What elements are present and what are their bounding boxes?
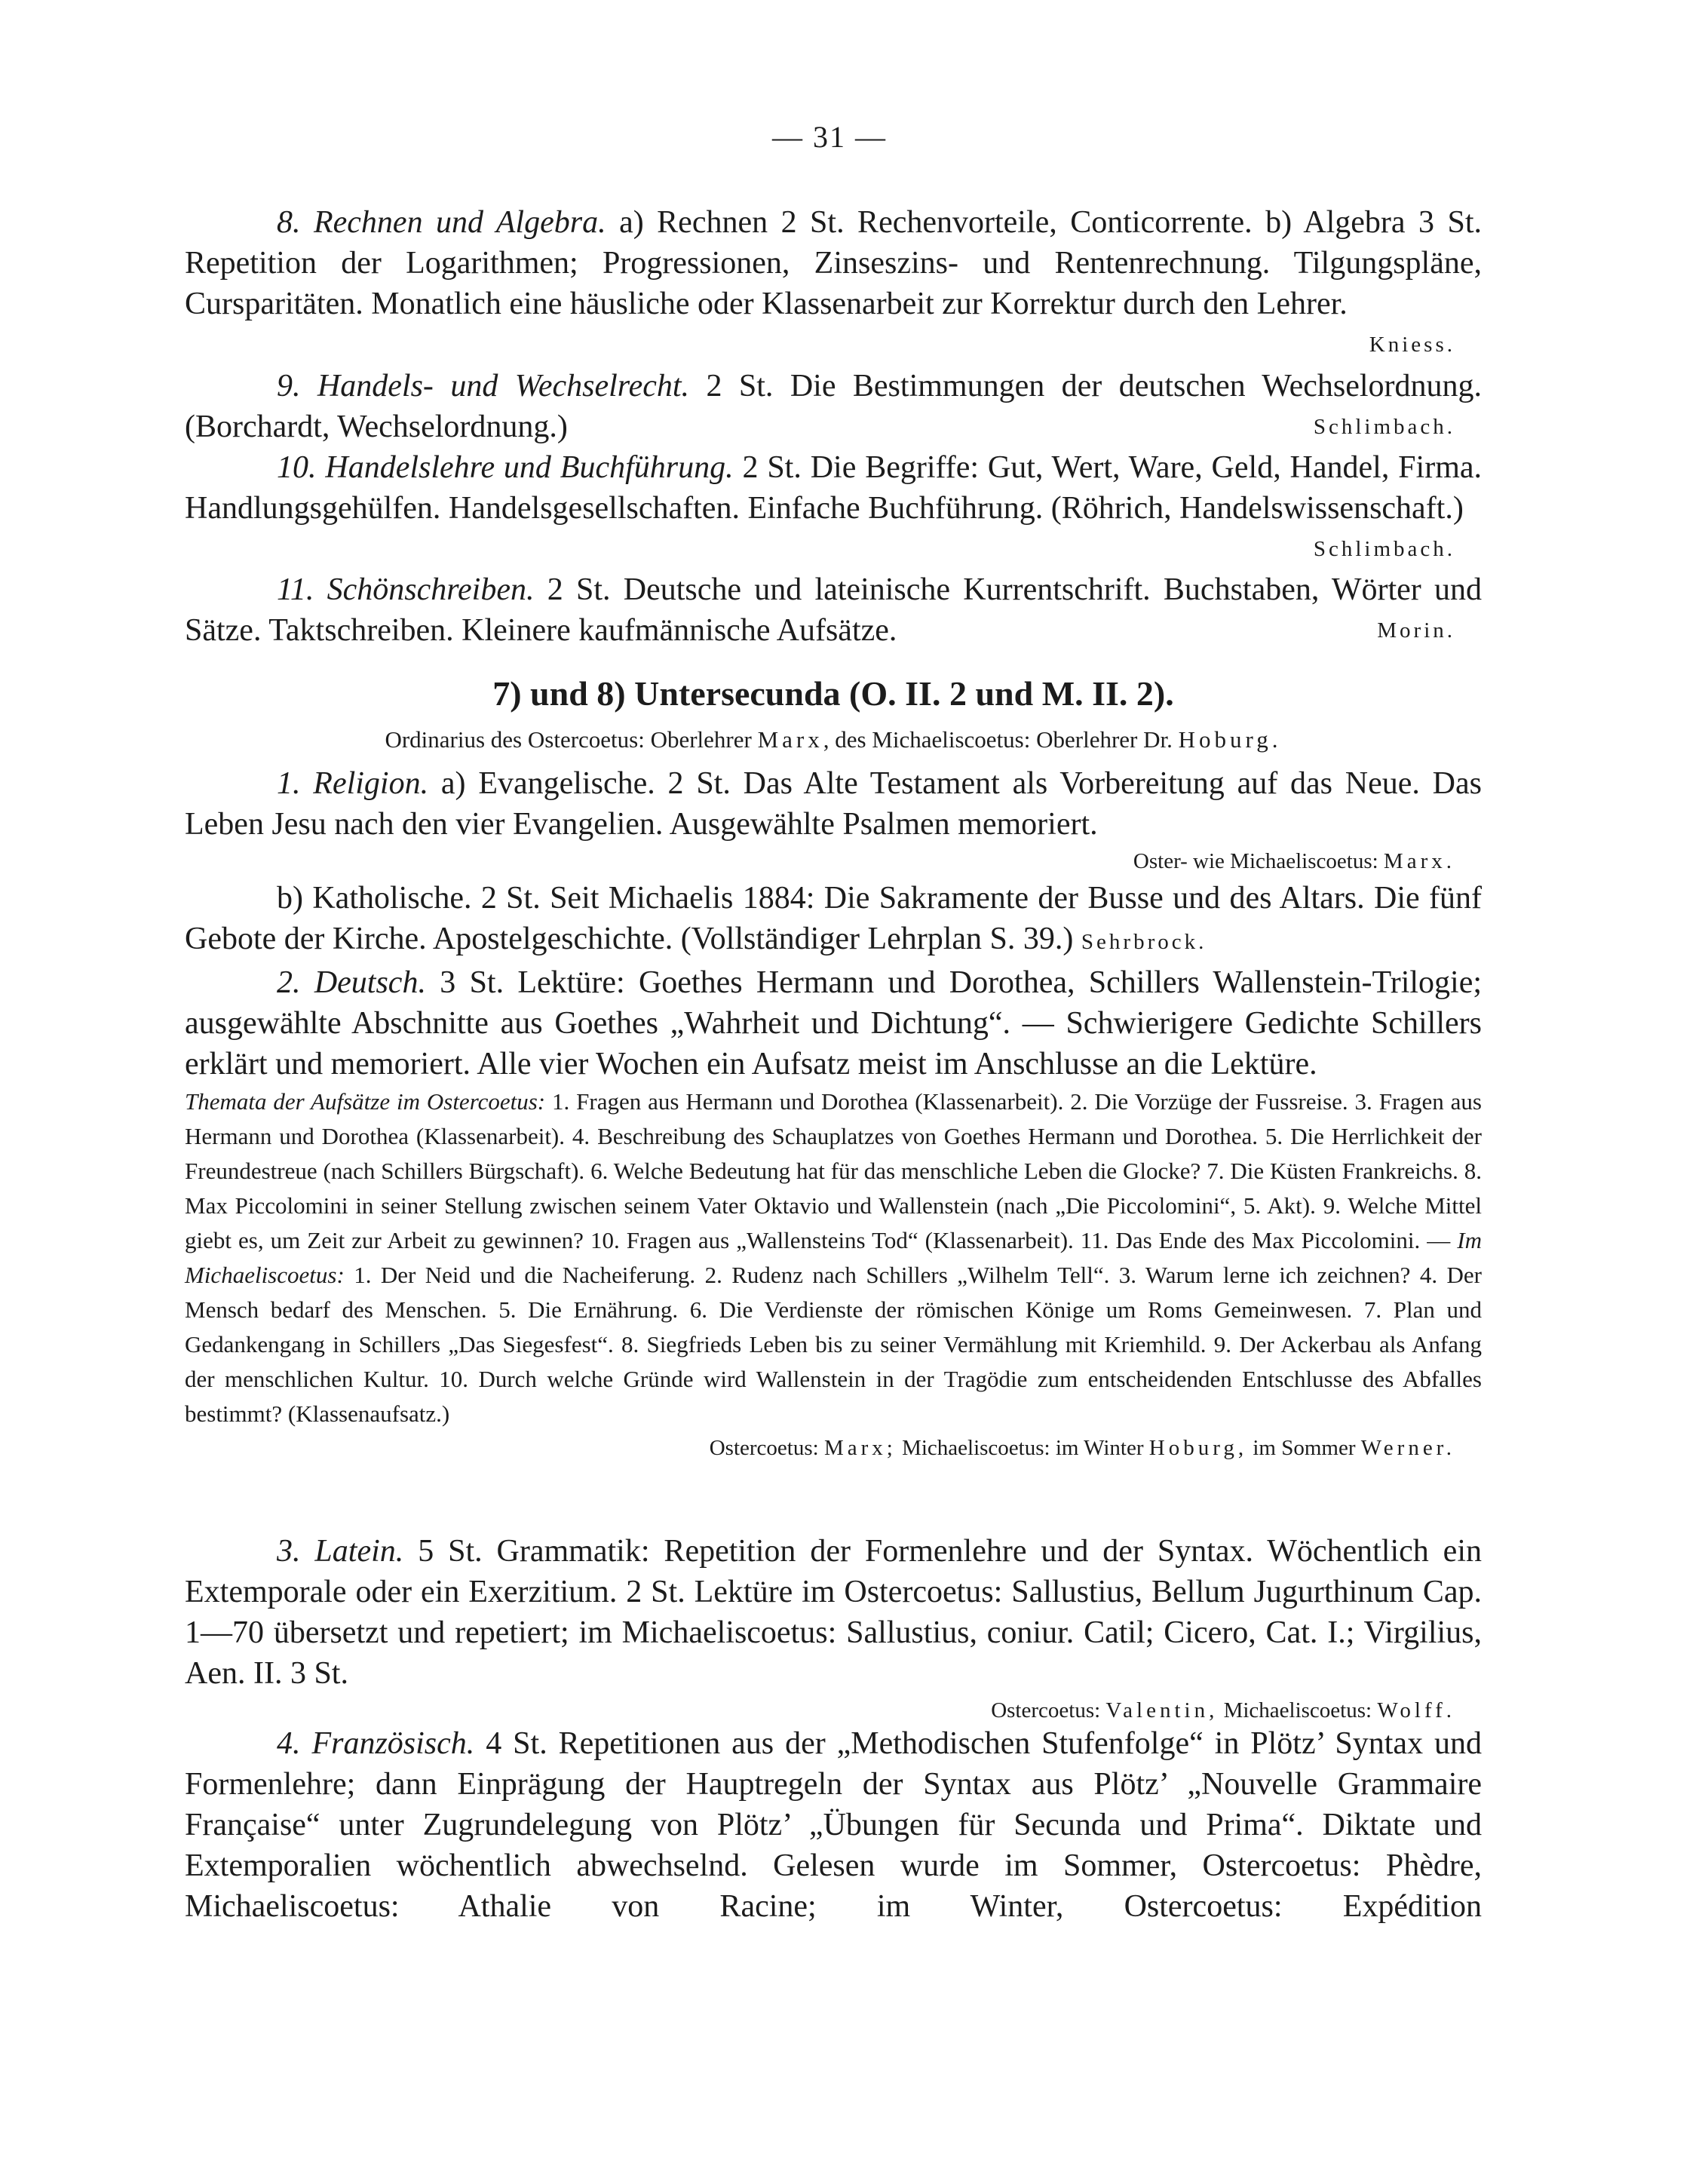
- section-wechselrecht: [185, 366, 1482, 447]
- teacher-name: Wolff.: [1377, 1698, 1455, 1722]
- themata-michaelis: 1. Der Neid und die Nacheiferung. 2. Rudenz nach Schillers „Wilhelm Tell“. 3. Warum lerne ich zeichnen? 4. Der Mensch bedarf des Menschen. 5. Die Ernährung. 6. Die Verdienste der römischen Könige um Roms Gemeinwesen. 7. Plan und Gedankengang in Schillers „Das Siegesfest“. 8. Siegfrieds Leben bis zu seiner Vermählung mit Kriemhild. 9. Der Ackerbau als Anfang der menschlichen Kultur. 10. Durch welche Gründe wird Wallenstein in der Tragödie zum entscheidenden Entschlusse des Abfalles bestimmt? (Klassenaufsatz.): [185, 1262, 1483, 1427]
- teacher-name: Werner.: [1360, 1436, 1455, 1460]
- themata-label: Themata der Aufsätze im Ostercoetus:: [185, 1088, 546, 1115]
- section-title: Handels- und Wechselrecht.: [317, 369, 690, 403]
- section-title: Schönschreiben.: [327, 572, 535, 607]
- teacher-name: Morin.: [1377, 618, 1455, 643]
- teacher-prefix: im Sommer: [1253, 1436, 1356, 1460]
- section-title: Rechnen und Algebra.: [313, 205, 606, 240]
- class-heading-block: [185, 671, 1482, 716]
- class-heading: 7) und 8) Untersecunda (O. II. 2 und M. II. 2).: [492, 674, 1174, 713]
- section-title: Religion.: [313, 766, 429, 801]
- teacher-prefix: Ostercoetus:: [991, 1698, 1101, 1722]
- section-title: Französisch.: [311, 1726, 475, 1761]
- section-number: 2.: [277, 965, 301, 1000]
- section-text: a) Evangelische. 2 St. Das Alte Testament als Vorbereitung auf das Neue. Das Leben Jesu nach den vier Evangelien. Ausgewählte Psalmen memoriert.: [185, 766, 1482, 842]
- teacher-name: Hoburg,: [1148, 1436, 1248, 1460]
- section-latein: [185, 1531, 1482, 1727]
- section-text: 4 St. Repetitionen aus der „Methodischen Stufenfolge“ in Plötz’ Syntax und Formenlehre; dann Einprägung der Hauptregeln der Syntax aus Plötz’ „Nouvelle Grammaire Française“ unter Zugrundelegung von Plötz’ „Übungen für Secunda und Prima“. Diktate und Extemporalien wöchentlich abwechselnd. Gelesen wurde im Sommer, Ostercoetus: Phèdre, Michaeliscoetus: Athalie von Racine; im Winter, Ostercoetus: Expédition: [185, 1726, 1483, 1924]
- section-rechnen-algebra: [185, 202, 1482, 365]
- ordinarius-middle: , des Michaeliscoetus: Oberlehrer Dr.: [823, 726, 1173, 753]
- section-franzoesisch: [185, 1723, 1482, 1927]
- section-text: 2 St. Die Begriffe: Gut, Wert, Ware, Geld, Handel, Firma. Handlungsgehülfen. Handelsgesellschaften. Einfache Buchführung. (Röhrich, Handelswissenschaft.): [185, 450, 1483, 526]
- section-title: Latein.: [314, 1534, 404, 1569]
- section-number: 1.: [277, 766, 301, 801]
- section-number: 9.: [277, 369, 301, 403]
- ordinarius-line: [185, 722, 1482, 757]
- section-text: b) Katholische. 2 St. Seit Michaelis 1884: Die Sakramente der Busse und des Altars. Die fünf Gebote der Kirche. Apostelgeschichte. (Vollständiger Lehrplan S. 39.): [185, 881, 1482, 956]
- teacher-name: Kniess.: [1369, 333, 1455, 357]
- section-title: Handelslehre und Buchführung.: [325, 450, 734, 485]
- section-text: 5 St. Grammatik: Repetition der Formenlehre und der Syntax. Wöchentlich ein Extemporale oder ein Exerzitium. 2 St. Lektüre im Ostercoetus: Sallustius, Bellum Jugurthinum Cap. 1—70 übersetzt und repetiert; im Michaeliscoetus: Sallustius, coniur. Catil; Cicero, Cat. I.; Virgilius, Aen. II. 3 St.: [185, 1534, 1482, 1691]
- teacher-name: Schlimbach.: [1313, 415, 1455, 439]
- teacher-name: Sehrbrock.: [1081, 930, 1207, 954]
- teacher-prefix: Michaeliscoetus:: [1223, 1698, 1372, 1722]
- section-handelslehre: [185, 447, 1482, 569]
- section-religion: [185, 763, 1482, 962]
- section-text: a) Rechnen 2 St. Rechenvorteile, Conticorrente. b) Algebra 3 St. Repetition der Logarithmen; Progressionen, Zinseszins- und Rentenrechnung. Tilgungspläne, Cursparitäten. Monatlich eine häusliche oder Klassenarbeit zur Korrektur durch den Lehrer.: [185, 205, 1483, 321]
- teacher-name: Marx;: [823, 1436, 897, 1460]
- teacher-name: Schlimbach.: [1313, 537, 1455, 561]
- teacher-prefix: Oster- wie Michaeliscoetus:: [1133, 849, 1378, 873]
- section-number: 4.: [277, 1726, 301, 1761]
- section-text: 2 St. Die Bestimmungen der deutschen Wechselordnung. (Borchardt, Wechselordnung.): [185, 369, 1482, 444]
- ordinarius-prefix: Ordinarius des Ostercoetus: Oberlehrer: [385, 726, 752, 753]
- ordinarius-name: Marx: [757, 726, 823, 753]
- teacher-prefix: Ostercoetus:: [709, 1436, 819, 1460]
- section-number: 3.: [277, 1534, 301, 1569]
- section-deutsch: [185, 962, 1482, 1465]
- section-number: 11.: [277, 572, 314, 607]
- section-number: 8.: [277, 205, 301, 240]
- themata-oster: 1. Fragen aus Hermann und Dorothea (Klassenarbeit). 2. Die Vorzüge der Fussreise. 3. Fragen aus Hermann und Dorothea (Klassenarbeit). 4. Beschreibung des Schauplatzes von Goethes Hermann und Dorothea. 5. Die Herrlichkeit der Freundestreue (nach Schillers Bürgschaft). 6. Welche Bedeutung hat für das menschliche Leben die Glocke? 7. Die Küsten Frankreichs. 8. Max Piccolomini in seiner Stellung zwischen seinem Vater Oktavio und Wallenstein (nach „Die Piccolomini“, 5. Akt). 9. Welche Mittel giebt es, um Zeit zur Arbeit zu gewinnen? 10. Fragen aus „Wallensteins Tod“ (Klassenarbeit). 11. Das Ende des Max Piccolomini. —: [185, 1088, 1482, 1253]
- page-number: — 31 —: [772, 120, 887, 154]
- section-schoenschreiben: [185, 569, 1482, 651]
- section-text: 2 St. Deutsche und lateinische Kurrentschrift. Buchstaben, Wörter und Sätze. Taktschreiben. Kleinere kaufmännische Aufsätze.: [185, 572, 1482, 648]
- ordinarius-name: Hoburg.: [1178, 726, 1282, 753]
- teacher-name: Valentin,: [1105, 1698, 1219, 1722]
- section-number: 10.: [277, 450, 317, 485]
- section-text: 3 St. Lektüre: Goethes Hermann und Dorothea, Schillers Wallenstein-Trilogie; ausgewählte Abschnitte aus Goethes „Wahrheit und Dichtung“. — Schwierigere Gedichte Schillers erklärt und memoriert. Alle vier Wochen ein Aufsatz meist im Anschlusse an die Lektüre.: [185, 965, 1483, 1081]
- themata-michaelis-label: Im Michaeliscoetus:: [185, 1227, 1483, 1288]
- section-title: Deutsch.: [314, 965, 426, 1000]
- teacher-prefix: Michaeliscoetus: im Winter: [902, 1436, 1144, 1460]
- teacher-name: Marx.: [1383, 849, 1455, 873]
